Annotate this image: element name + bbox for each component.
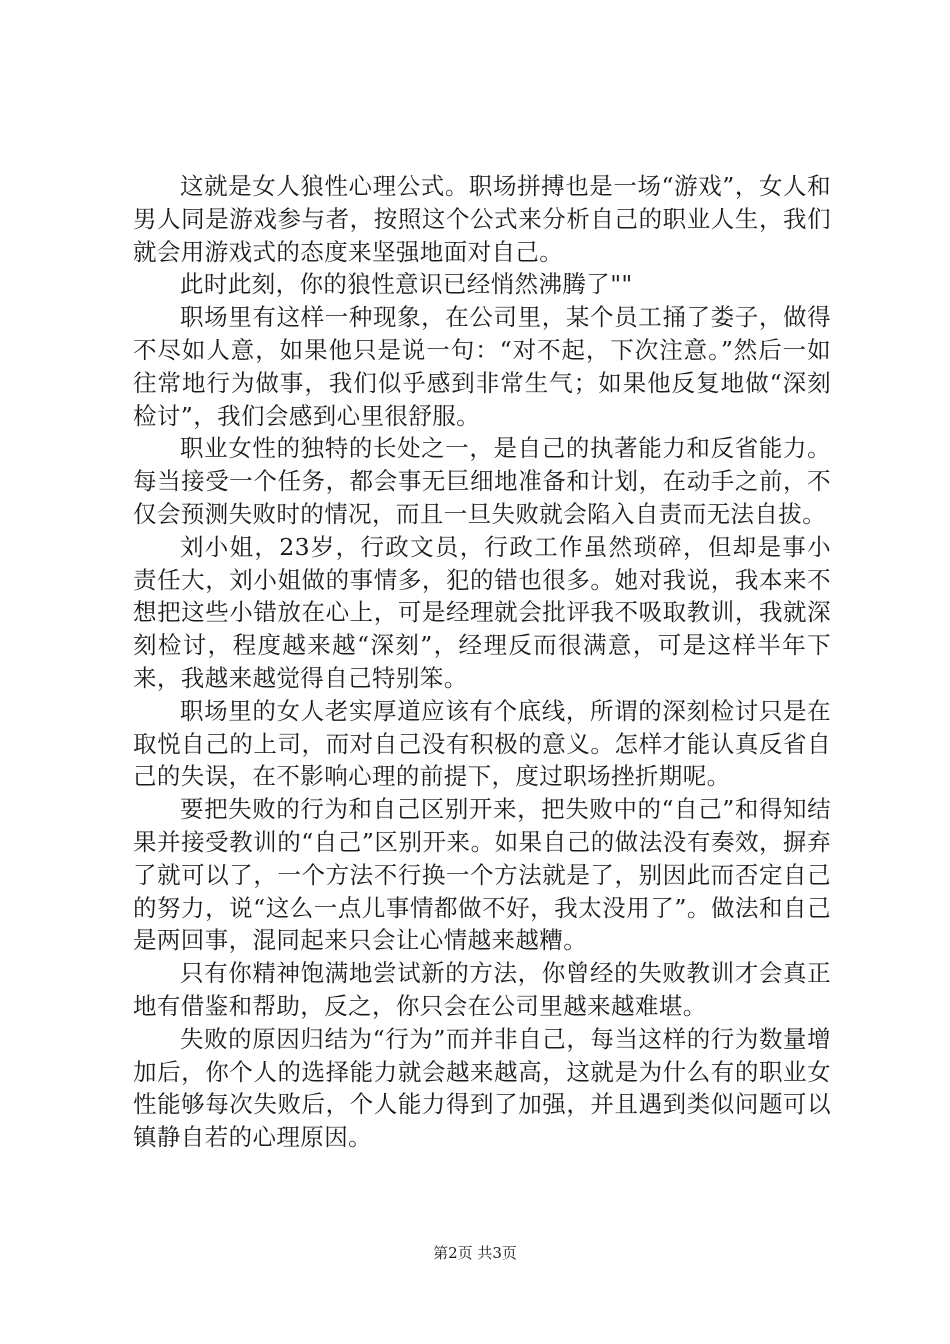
paragraph: 要把失败的行为和自己区别开来，把失败中的“自己”和得知结果并接受教训的“自己”区别开来。如果自己的做法没有奏效，摒弃了就可以了，一个方法不行换一个方法就是了，别因此而否定自己的努力，说“这么一点儿事情都做不好，我太没用了”。做法和自己是两回事，混同起来只会让心情越来越糟。 [133,795,831,955]
paragraph: 职业女性的独特的长处之一，是自己的执著能力和反省能力。每当接受一个任务，都会事无巨细地准备和计划，在动手之前，不仅会预测失败时的情况，而且一旦失败就会陷入自责而无法自拔。 [133,434,831,528]
paragraph: 失败的原因归结为“行为”而并非自己，每当这样的行为数量增加后，你个人的选择能力就会越来越高，这就是为什么有的职业女性能够每次失败后，个人能力得到了加强，并且遇到类似问题可以镇静自若的心理原因。 [133,1024,831,1152]
paragraph: 此时此刻，你的狼性意识已经悄然沸腾了"" [180,270,633,299]
page-footer: 第2页 共3页 [433,1244,517,1262]
document-body [133,170,831,1154]
paragraph: 职场里有这样一种现象，在公司里，某个员工捅了娄子，做得不尽如人意，如果他只是说一句：“对不起，下次注意。”然后一如往常地行为做事，我们似乎感到非常生气；如果他反复地做“深刻检讨”，我们会感到心里很舒服。 [133,303,831,430]
paragraph: 职场里的女人老实厚道应该有个底线，所谓的深刻检讨只是在取悦自己的上司，而对自己没有积极的意义。怎样才能认真反省自己的失误，在不影响心理的前提下，度过职场挫折期呢。 [133,696,831,791]
paragraph: 只有你精神饱满地尝试新的方法，你曾经的失败教训才会真正地有借鉴和帮助，反之，你只会在公司里越来越难堪。 [133,959,831,1020]
paragraph: 这就是女人狼性心理公式。职场拼搏也是一场“游戏”，女人和男人同是游戏参与者，按照这个公式来分析自己的职业人生，我们就会用游戏式的态度来坚强地面对自己。 [133,172,831,266]
paragraph: 刘小姐，23岁，行政文员，行政工作虽然琐碎，但却是事小责任大，刘小姐做的事情多，犯的错也很多。她对我说，我本来不想把这些小错放在心上，可是经理就会批评我不吸取教训，我就深刻检讨，程度越来越“深刻”，经理反而很满意，可是这样半年下来，我越来越觉得自己特别笨。 [133,532,831,692]
